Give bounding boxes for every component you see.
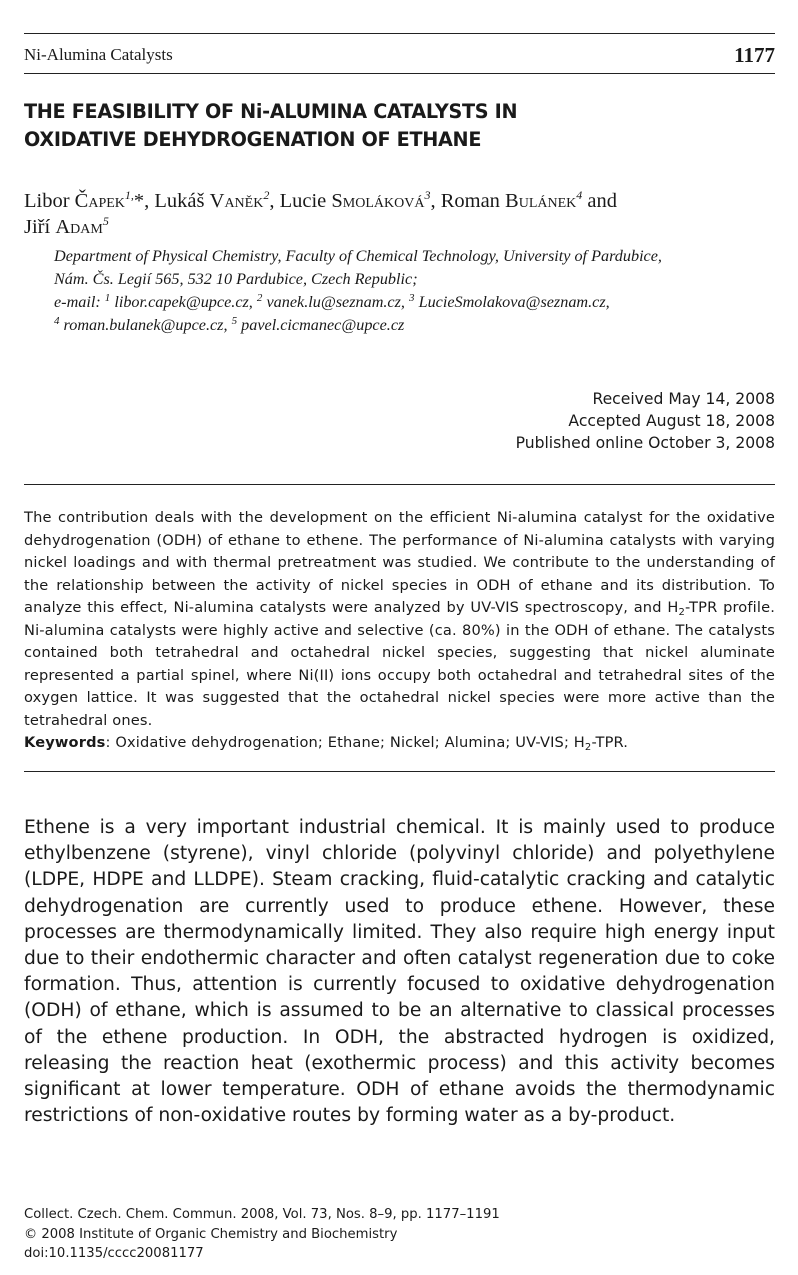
- email-prefix: e-mail:: [54, 293, 105, 311]
- author-5-last: Adam: [55, 216, 103, 238]
- abstract-top-rule: [24, 484, 775, 485]
- header-rule: [24, 73, 775, 74]
- email-2-sup: 2: [256, 292, 263, 304]
- abstract-text-part-2: -TPR profile. Ni-alumina catalysts were highly active and selective (ca. 80%) in the ODH of ethane. The catalysts contained both tetrahedral and octahedral nickel species, suggesting that nickel aluminate represented a partial spinel, where Ni(II) ions occupy both octahedral and tetrahedral sites of the oxygen lattice. It was suggested that the octahedral nickel species were more active than the tetrahedral ones.: [24, 599, 776, 729]
- keywords-subscript: 2: [584, 742, 592, 753]
- publication-dates: [516, 388, 775, 454]
- footer-citation: Collect. Czech. Chem. Commun. 2008, Vol. 73, Nos. 8–9, pp. 1177–1191: [24, 1207, 500, 1222]
- affiliation-line-1: Department of Physical Chemistry, Faculty of Chemical Technology, University of Pardubice,: [54, 247, 662, 265]
- corresponding-mark: *: [133, 190, 145, 212]
- email-5-sup: 5: [231, 315, 238, 327]
- author-1-last: Čapek: [74, 190, 125, 212]
- author-2-affil: 2: [263, 188, 270, 202]
- author-5-first: Jiří: [24, 216, 56, 238]
- author-4-first: , Roman: [430, 190, 506, 212]
- top-rule: [24, 33, 775, 34]
- accepted-date: Accepted August 18, 2008: [568, 412, 775, 430]
- author-3-first: , Lucie: [269, 190, 332, 212]
- title-line-2: OXIDATIVE DEHYDROGENATION OF ETHANE: [24, 128, 482, 151]
- author-4-last: Bulánek: [505, 190, 577, 212]
- email-line-2: [54, 314, 775, 337]
- email-line-1: [54, 291, 775, 314]
- abstract-text-part-1: The contribution deals with the development on the efficient Ni-alumina catalyst for the oxidative dehydrogenation (ODH) of ethane to ethene. The performance of Ni-alumina catalysts with varying nickel loadings and with thermal pretreatment was studied. We contribute to the understanding of the relationship between the activity of nickel species in ODH of ethane and its distribution. To analyze this effect, Ni-alumina catalysts were analyzed by UV-VIS spectroscopy, and H: [24, 509, 775, 616]
- email-5-link[interactable]: pavel.cicmanec@upce.cz: [237, 316, 405, 334]
- affiliation: [54, 245, 775, 337]
- email-4-link[interactable]: roman.bulanek@upce.cz,: [59, 316, 232, 334]
- email-1-link[interactable]: libor.capek@upce.cz,: [110, 293, 257, 311]
- published-date: Published online October 3, 2008: [515, 434, 775, 452]
- keywords-text: : Oxidative dehydrogenation; Ethane; Nickel; Alumina; UV-VIS; H: [105, 734, 585, 751]
- author-3-affil: 3: [424, 188, 431, 202]
- email-3-link[interactable]: LucieSmolakova@seznam.cz,: [414, 293, 610, 311]
- page-number: 1177: [734, 43, 775, 67]
- keywords-label: Keywords: [24, 734, 106, 751]
- keywords-end: -TPR.: [591, 734, 629, 751]
- author-and: and: [582, 190, 617, 212]
- author-line-1: [24, 188, 775, 214]
- intro-paragraph: Ethene is a very important industrial chemical. It is mainly used to produce ethylbenzene (styrene), vinyl chloride (polyvinyl chloride) and polyethylene (LDPE, HDPE and LLDPE). Steam cracking, fluid-catalytic cracking and catalytic dehydrogenation are currently used to produce ethene. However, these processes are thermodynamically limited. They also require high energy input due to their endothermic character and often catalyst regeneration due to coke formation. Thus, attention is currently focused to oxidative dehydrogenation (ODH) of ethane, which is assumed to be an alternative to classical processes of the ethene production. In ODH, the abstracted hydrogen is oxidized, releasing the reaction heat (exothermic process) and this activity becomes significant at lower temperature. ODH of ethane avoids the thermodynamic restrictions of non-oxidative routes by forming water as a by-product.: [24, 817, 775, 1127]
- author-5-affil: 5: [102, 214, 109, 228]
- email-1-sup: 1: [104, 292, 111, 304]
- author-4-affil: 4: [576, 188, 583, 202]
- email-4-sup: 4: [54, 315, 60, 327]
- received-date: Received May 14, 2008: [592, 390, 775, 408]
- abstract: [24, 507, 775, 755]
- author-1-first: Libor: [24, 190, 75, 212]
- footer-doi[interactable]: doi:10.1135/cccc20081177: [24, 1246, 204, 1261]
- footer-copyright: © 2008 Institute of Organic Chemistry and Biochemistry: [24, 1226, 398, 1242]
- running-head-title: Ni-Alumina Catalysts: [24, 45, 173, 64]
- affiliation-line-2: Nám. Čs. Legií 565, 532 10 Pardubice, Czech Republic;: [54, 270, 418, 288]
- author-line-2: [24, 214, 775, 240]
- footer: [24, 1205, 500, 1264]
- author-3-last: Smoláková: [331, 190, 425, 212]
- email-2-link[interactable]: vanek.lu@seznam.cz,: [262, 293, 410, 311]
- abstract-text: [24, 507, 775, 732]
- running-head: [24, 43, 775, 67]
- keywords: [24, 732, 775, 755]
- author-1-affil: 1,: [124, 188, 134, 202]
- abstract-subscript: 2: [678, 607, 685, 618]
- author-2-last: Vaněk: [209, 190, 264, 212]
- author-2-first: , Lukáš: [144, 190, 210, 212]
- author-list: [24, 188, 775, 240]
- email-3-sup: 3: [409, 292, 415, 304]
- title-line-1: THE FEASIBILITY OF Ni-ALUMINA CATALYSTS IN: [24, 100, 518, 123]
- abstract-bottom-rule: [24, 771, 775, 772]
- article-title: [24, 98, 775, 154]
